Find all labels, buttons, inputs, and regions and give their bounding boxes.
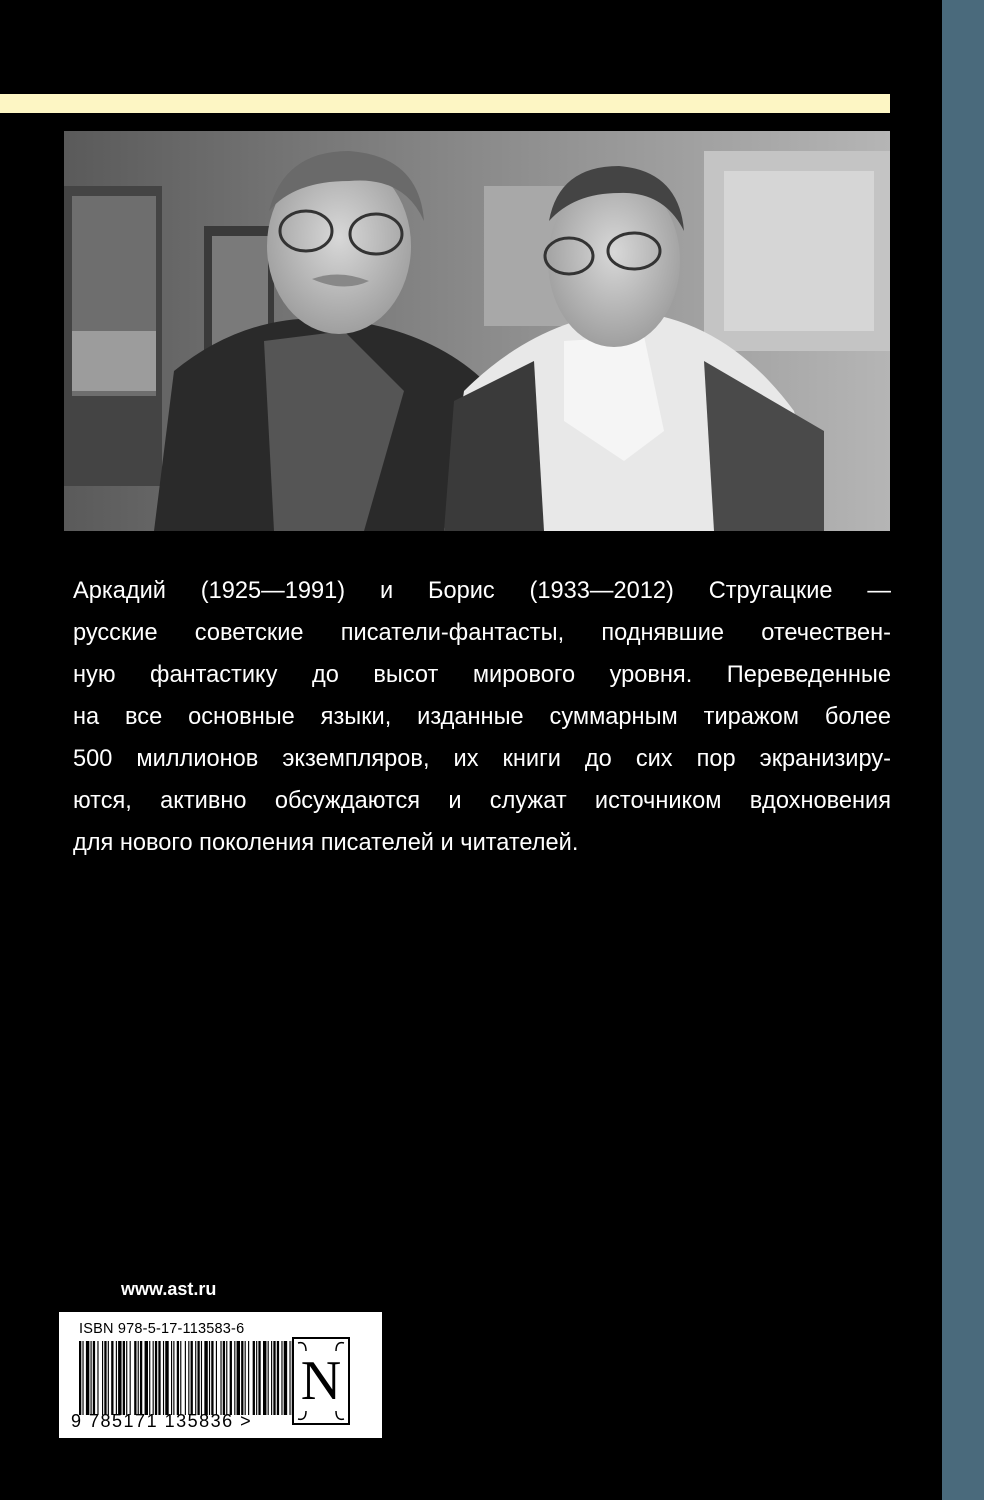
barcode-bar: [82, 1341, 83, 1415]
blurb-line: 500 миллионов экземпляров, их книги до сих пор экранизиру-: [73, 746, 891, 772]
barcode-bar: [268, 1341, 269, 1415]
barcode-bar: [102, 1341, 103, 1415]
publisher-logo-icon: [292, 1337, 350, 1425]
barcode-bar: [209, 1341, 210, 1415]
barcode-digits: 9 785171 135836 >: [71, 1411, 253, 1431]
blurb-line: для нового поколения писателей и читателей.: [73, 830, 579, 856]
barcode-bar: [173, 1341, 174, 1415]
barcode-bar: [116, 1341, 117, 1415]
barcode-bar: [281, 1341, 282, 1415]
barcode-bar: [123, 1341, 125, 1415]
barcode-bar: [271, 1341, 272, 1415]
barcode-bar: [284, 1341, 287, 1415]
barcode-bar: [91, 1341, 92, 1415]
barcode-bar: [230, 1341, 232, 1415]
barcode-bar: [234, 1341, 235, 1415]
blurb-line: ются, активно обсуждаются и служат источником вдохновения: [73, 788, 891, 814]
barcode-bar: [163, 1341, 164, 1415]
author-blurb: [73, 570, 891, 864]
barcode-bar: [253, 1341, 255, 1415]
blurb-line: на все основные языки, изданные суммарным тиражом более: [73, 704, 891, 730]
barcode-bar: [197, 1341, 199, 1415]
barcode-bar: [180, 1341, 181, 1415]
barcode-bar: [237, 1341, 240, 1415]
barcode-bar: [204, 1341, 207, 1415]
barcode-bar: [188, 1341, 189, 1415]
barcode-bar: [171, 1341, 172, 1415]
barcode-bar: [256, 1341, 257, 1415]
barcode-bar: [258, 1341, 260, 1415]
svg-text:N: N: [300, 1350, 342, 1412]
barcode-bar: [97, 1341, 98, 1415]
barcode-bar: [191, 1341, 193, 1415]
barcode-bar: [289, 1341, 290, 1415]
barcode-bar: [118, 1341, 121, 1415]
barcode-bar: [153, 1341, 154, 1415]
author-photo: [64, 131, 890, 531]
isbn-label: ISBN 978-5-17-113583-6: [79, 1321, 245, 1337]
barcode-bar: [177, 1341, 179, 1415]
barcode-bar: [130, 1341, 131, 1415]
barcode-bar: [201, 1341, 202, 1415]
barcode-bar: [245, 1341, 246, 1415]
barcode-bar: [158, 1341, 160, 1415]
barcode-bars: [79, 1341, 301, 1415]
barcode-bar: [241, 1341, 243, 1415]
barcode-bar: [195, 1341, 196, 1415]
barcode-bar: [108, 1341, 109, 1415]
barcode-bar: [223, 1341, 225, 1415]
barcode-bar: [126, 1341, 127, 1415]
spine-strip: [942, 0, 984, 1500]
blurb-line: Аркадий (1925—1991) и Борис (1933—2012) Стругацкие —: [73, 578, 891, 604]
barcode-bar: [211, 1341, 213, 1415]
barcode-bar: [134, 1341, 136, 1415]
barcode-bar: [111, 1341, 113, 1415]
barcode-bar: [263, 1341, 266, 1415]
barcode-bar: [79, 1341, 81, 1415]
barcode-bar: [145, 1341, 148, 1415]
barcode-bar: [226, 1341, 227, 1415]
barcode-bar: [273, 1341, 275, 1415]
barcode-bar: [140, 1341, 142, 1415]
barcode-bar: [277, 1341, 279, 1415]
barcode-bar: [216, 1341, 217, 1415]
barcode-bar: [86, 1341, 89, 1415]
barcode-bar: [248, 1341, 249, 1415]
barcode-bar: [93, 1341, 95, 1415]
publisher-website[interactable]: www.ast.ru: [121, 1279, 217, 1299]
barcode-bar: [185, 1341, 186, 1415]
decorative-bar: [0, 94, 890, 113]
barcode-bar: [165, 1341, 168, 1415]
barcode-bar: [220, 1341, 221, 1415]
barcode-bar: [149, 1341, 150, 1415]
barcode-bar: [104, 1341, 106, 1415]
blurb-line: ную фантастику до высот мирового уровня. Переведенные: [73, 662, 891, 688]
barcode-panel: [59, 1312, 382, 1438]
blurb-line: русские советские писатели-фантасты, поднявшие отечествен-: [73, 620, 891, 646]
barcode-bar: [155, 1341, 157, 1415]
barcode-bar: [138, 1341, 139, 1415]
